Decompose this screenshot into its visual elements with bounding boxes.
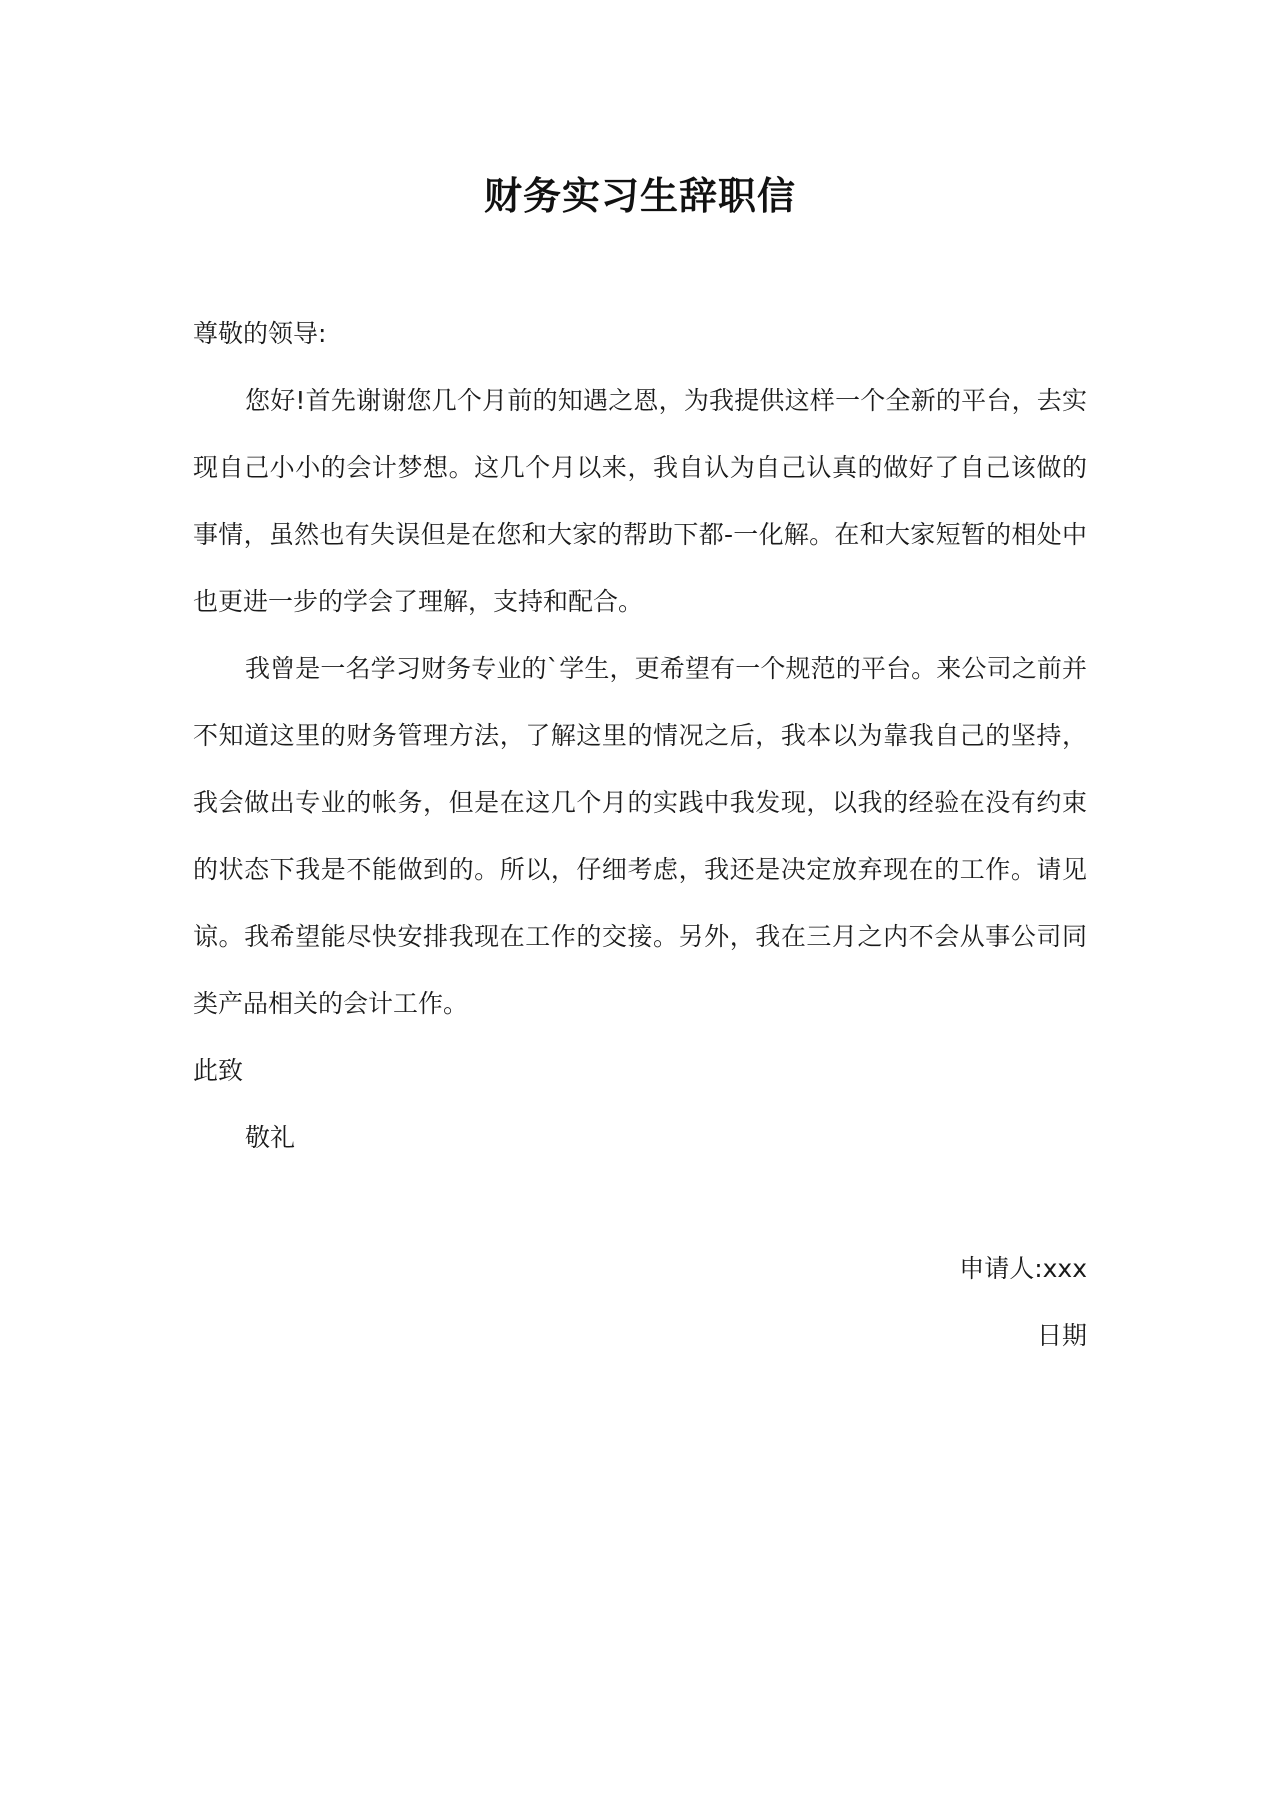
- closing-line: 此致: [193, 1056, 244, 1085]
- letter-body: [193, 300, 1087, 1171]
- applicant-name: 申请人:xxx: [959, 1254, 1087, 1283]
- paragraph: 我曾是一名学习财务专业的`学生，更希望有一个规范的平台。来公司之前并不知道这里的财务管理方法，了解这里的情况之后，我本以为靠我自己的坚持，我会做出专业的帐务，但是在这几个月的实践中我发现，以我的经验在没有约束的状态下我是不能做到的。所以，仔细考虑，我还是决定放弃现在的工作。请见谅。我希望能尽快安排我现在工作的交接。另外，我在三月之内不会从事公司同类产品相关的会计工作。: [193, 654, 1087, 1018]
- closing-salute: 敬礼: [245, 1123, 296, 1152]
- signature-block: [687, 1235, 1087, 1369]
- paragraph: 您好!首先谢谢您几个月前的知遇之恩，为我提供这样一个全新的平台，去实现自己小小的会计梦想。这几个月以来，我自认为自己认真的做好了自己该做的事情，虽然也有失误但是在您和大家的帮助下都-一化解。在和大家短暂的相处中也更进一步的学会了理解，支持和配合。: [193, 386, 1087, 616]
- date-label: 日期: [1036, 1321, 1087, 1350]
- document-title: 财务实习生辞职信: [483, 174, 796, 218]
- salutation: 尊敬的领导:: [193, 319, 327, 348]
